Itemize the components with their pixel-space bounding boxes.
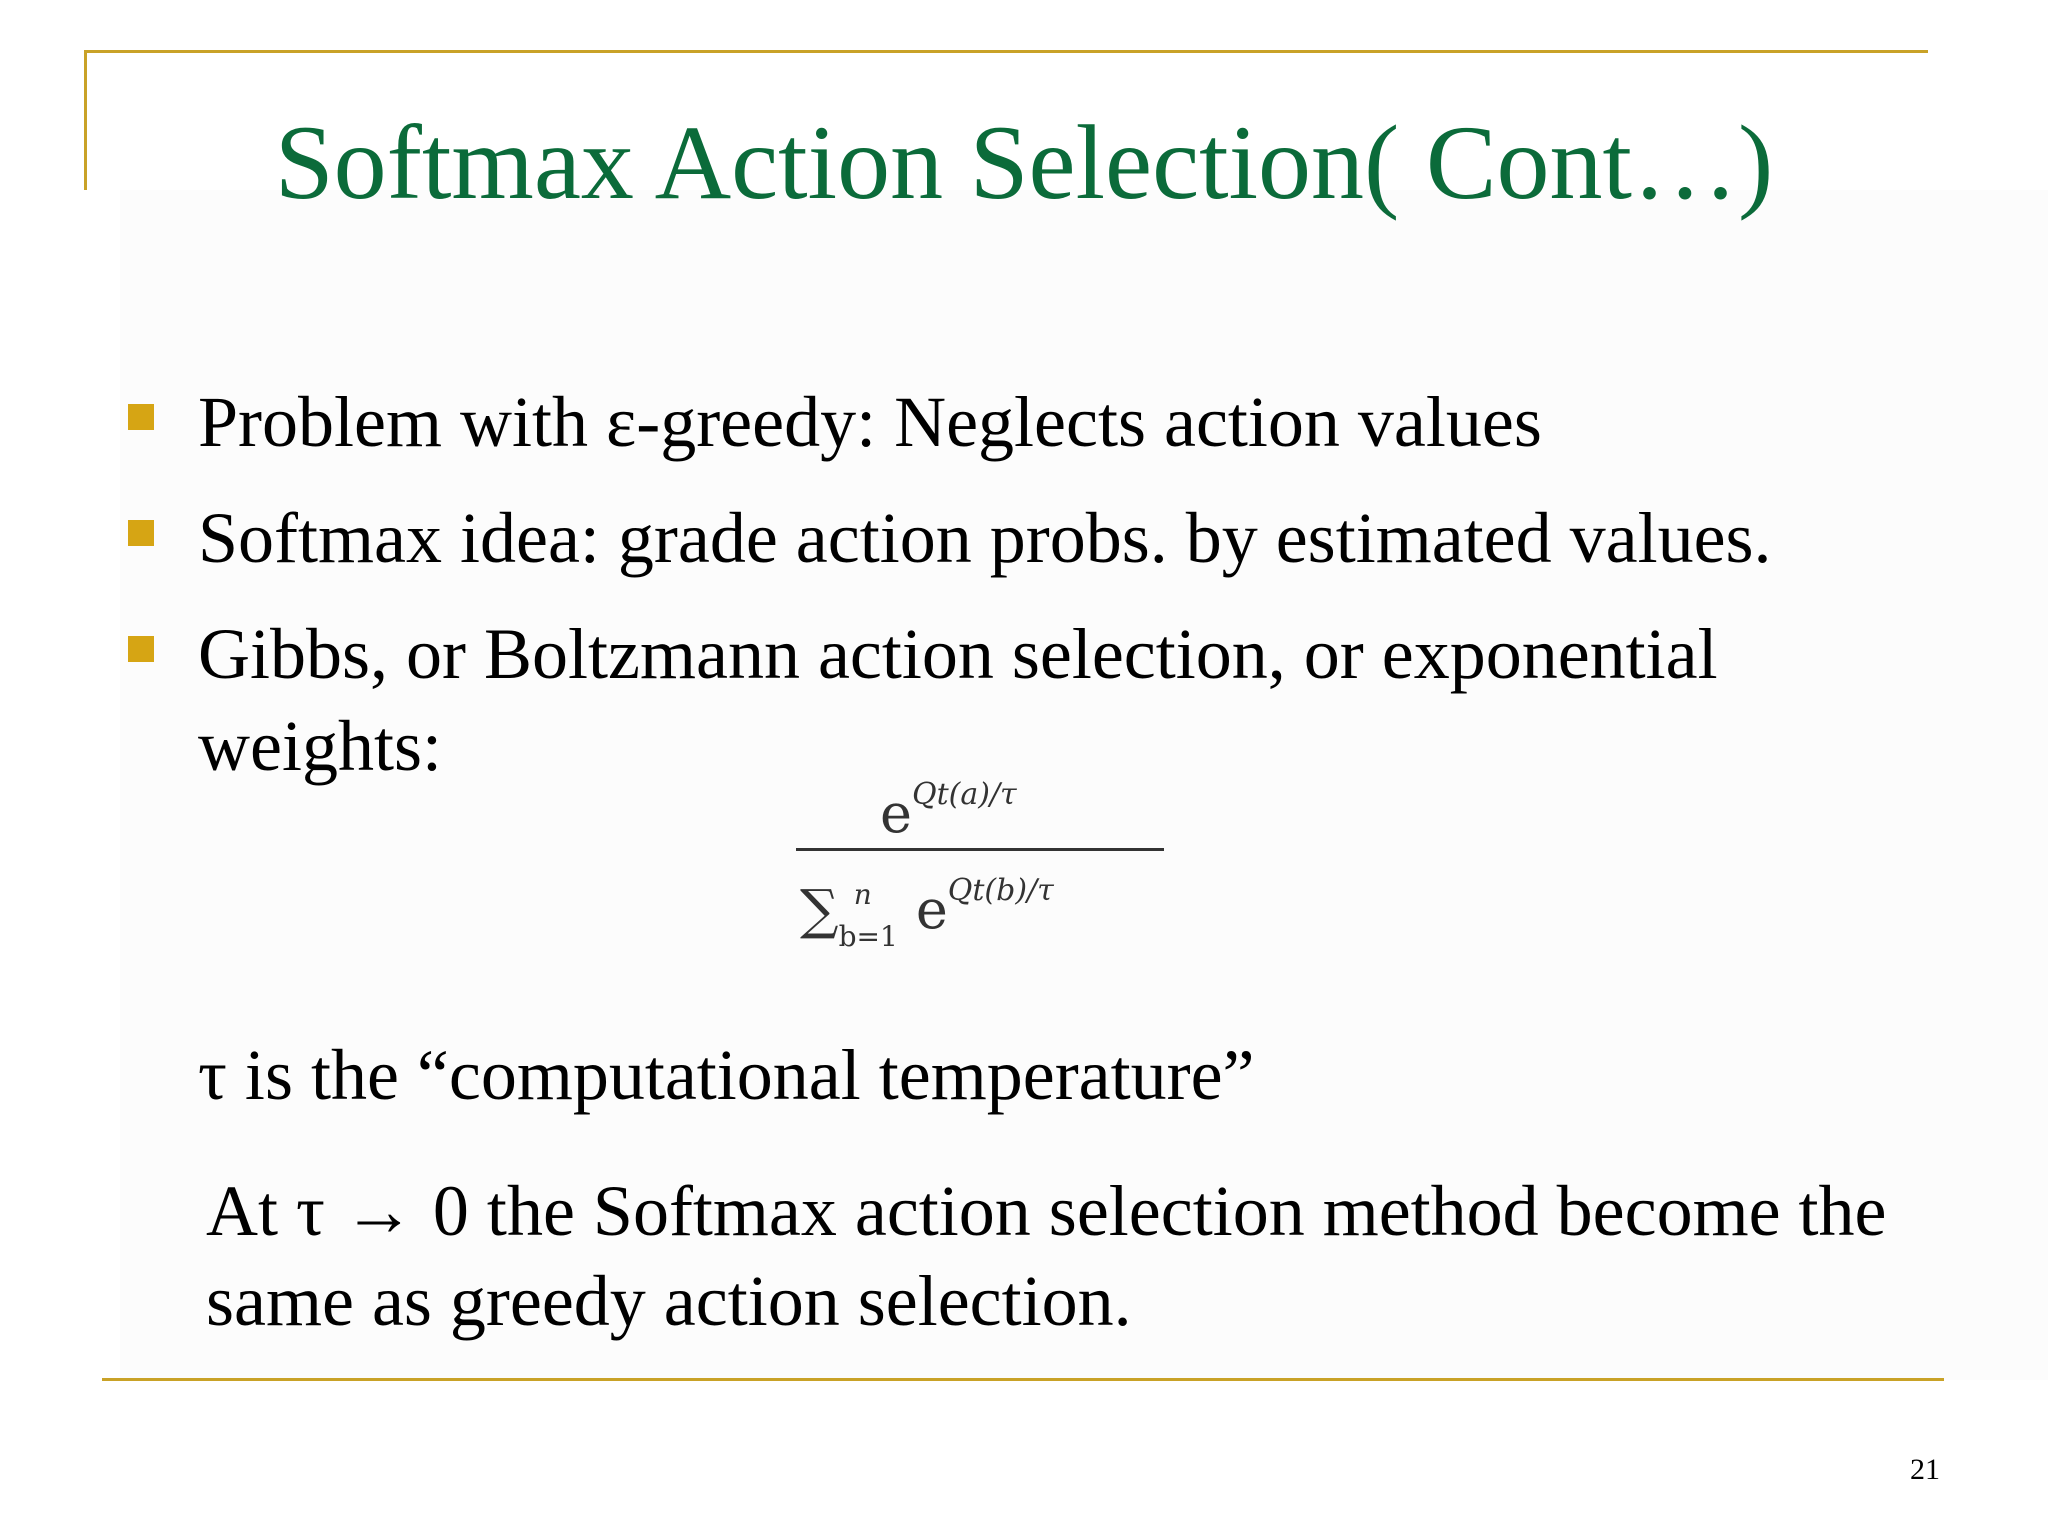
square-bullet-icon <box>128 636 154 662</box>
sum-symbol: ∑ <box>800 878 839 941</box>
square-bullet-icon <box>128 520 154 546</box>
square-bullet-icon <box>128 404 154 430</box>
denominator-exponent: Qt(b)/τ <box>947 873 1054 908</box>
formula-numerator <box>880 760 1017 849</box>
bullet-text: Gibbs, or Boltzmann action selection, or exponential weights: <box>198 614 1718 786</box>
bullet-list <box>126 376 1956 816</box>
limit-note: At τ → 0 the Softmax action selection method become the same as greedy action selection. <box>206 1171 1887 1341</box>
page-number: 21 <box>1910 1453 1940 1486</box>
bullet-text: Problem with ε-greedy: Neglects action values <box>198 382 1542 462</box>
slide-title: Softmax Action Selection( Cont…) <box>274 104 1774 221</box>
numerator-exponent: Qt(a)/τ <box>911 777 1017 812</box>
sum-lower-limit: b=1 <box>838 920 898 953</box>
bullet-item <box>126 376 1956 468</box>
bullet-text: Softmax idea: grade action probs. by estimated values. <box>198 498 1772 578</box>
sum-upper-limit: n <box>853 878 872 911</box>
denominator-base: e <box>915 878 948 941</box>
temperature-note: τ is the “computational temperature” <box>198 1035 1255 1115</box>
fraction-bar <box>796 848 1164 851</box>
softmax-formula <box>796 760 1164 953</box>
top-rule <box>84 50 1928 53</box>
numerator-base: e <box>880 782 912 845</box>
bullet-item <box>126 492 1956 584</box>
formula-denominator <box>800 856 1054 954</box>
bottom-rule <box>102 1378 1944 1381</box>
